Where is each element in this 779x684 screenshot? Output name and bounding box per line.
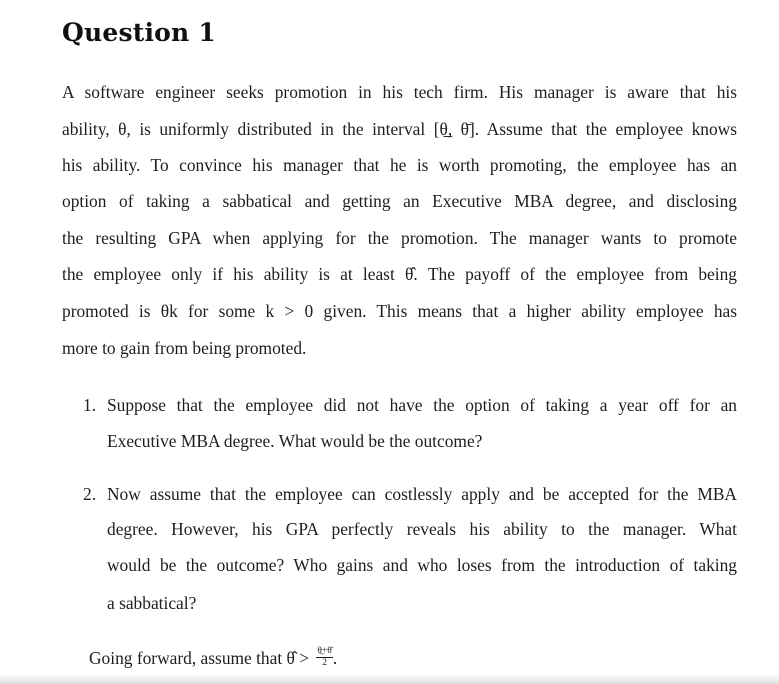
fraction-numerator: θ̲+θ̄: [317, 645, 332, 656]
item-line: a sabbatical?: [107, 593, 197, 613]
item-line: Now assume that the employee can costlessly apply and be accepted for the MBA: [107, 484, 737, 504]
assumption-line: [89, 647, 337, 671]
paragraph-line: the employee only if his ability is at least θ̂. The payoff of the employee from being: [62, 264, 737, 284]
page-bottom-edge: [0, 674, 779, 684]
midpoint-fraction: [316, 647, 332, 668]
item-line: Suppose that the employee did not have the option of taking a year off for an: [107, 395, 737, 415]
assumption-text: Going forward, assume that θ̂ >: [89, 648, 310, 668]
item-line: Executive MBA degree. What would be the outcome?: [107, 431, 483, 451]
question-title: Question 1: [62, 18, 216, 47]
fraction-denominator: 2: [322, 657, 327, 668]
item-number: 1.: [83, 395, 97, 415]
assumption-period: .: [332, 648, 338, 668]
paragraph-line: option of taking a sabbatical and getting an Executive MBA degree, and disclosing: [62, 191, 737, 211]
paragraph-line: the resulting GPA when applying for the promotion. The manager wants to promote: [62, 228, 737, 248]
item-line: would be the outcome? Who gains and who loses from the introduction of taking: [107, 555, 737, 575]
item-line: degree. However, his GPA perfectly reveals his ability to the manager. What: [107, 519, 737, 539]
item-number: 2.: [83, 484, 97, 504]
paragraph-line: his ability. To convince his manager that he is worth promoting, the employee has an: [62, 155, 737, 175]
paragraph-line: ability, θ, is uniformly distributed in the interval [θ̲, θ̄]. Assume that the employee knows: [62, 119, 737, 139]
paragraph-line: more to gain from being promoted.: [62, 338, 307, 358]
paragraph-line: promoted is θk for some k > 0 given. This means that a higher ability employee has: [62, 301, 737, 321]
paragraph-line: A software engineer seeks promotion in his tech firm. His manager is aware that his: [62, 82, 737, 102]
